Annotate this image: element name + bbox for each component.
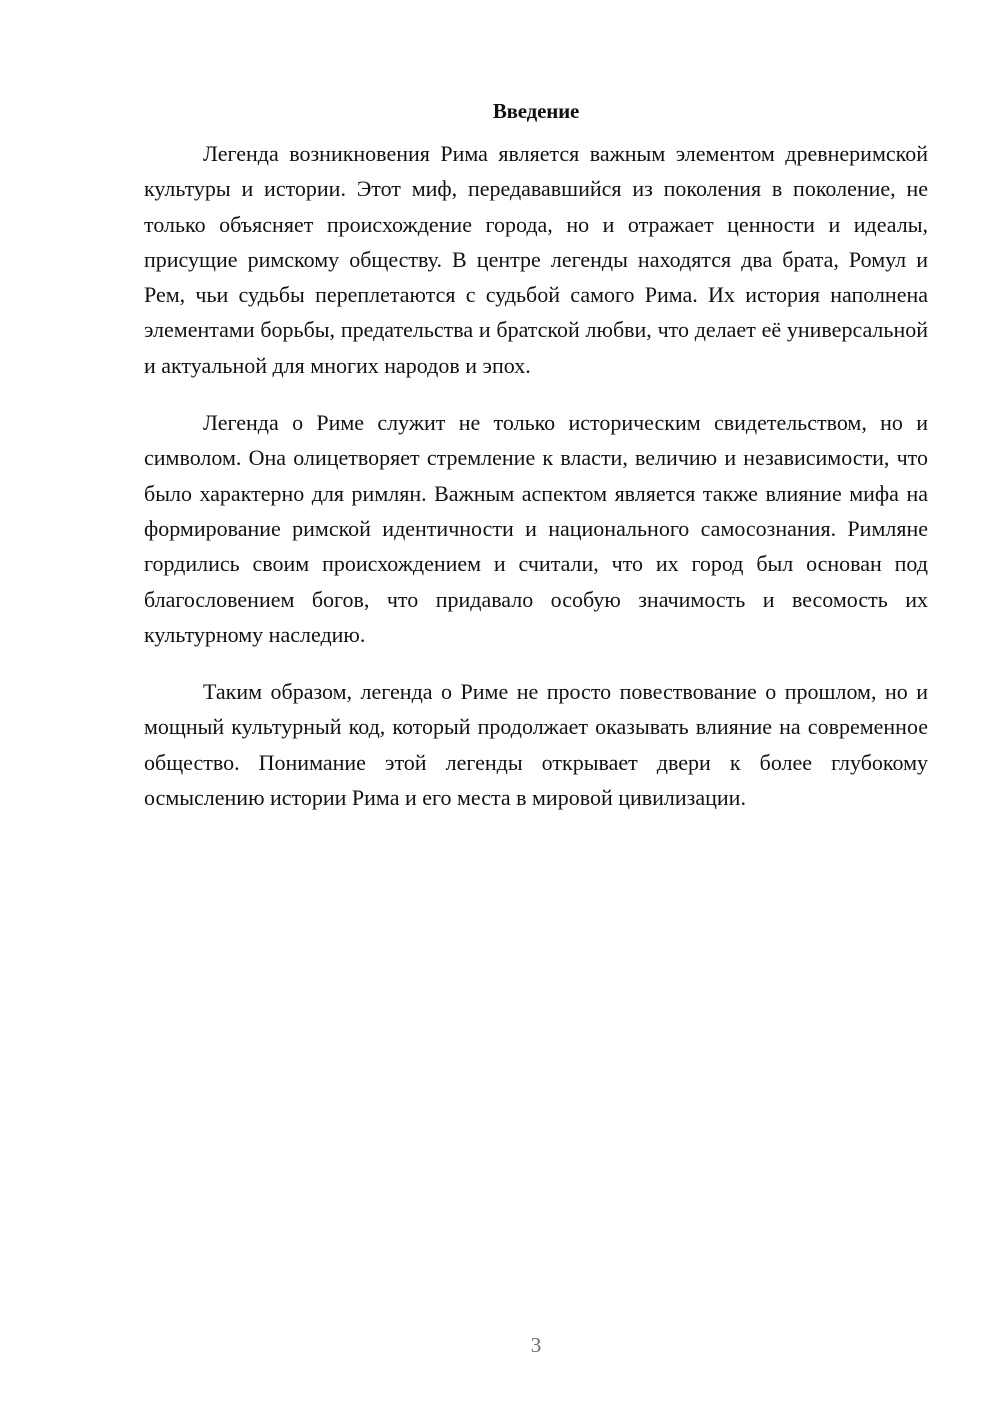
page-content (144, 96, 928, 837)
section-title: Введение (492, 99, 580, 123)
paragraph-2: Легенда о Риме служит не только историческим свидетельством, но и символом. Она олицетворяет стремление к власти, величию и независимости, что было характерно для римлян. Важным аспектом является также влияние мифа на формирование римской идентичности и национального самосознания. Римляне гордились своим происхождением и считали, что их город был основан под благословением богов, что придавало особую значимость и весомость их культурному наследию. (144, 410, 928, 647)
paragraph-3: Таким образом, легенда о Риме не просто повествование о прошлом, но и мощный культурный код, который продолжает оказывать влияние на современное общество. Понимание этой легенды открывает двери к более глубокому осмыслению истории Рима и его места в мировой цивилизации. (144, 679, 928, 811)
page-number: 3 (530, 1333, 542, 1357)
paragraph-1: Легенда возникновения Рима является важным элементом древнеримской культуры и истории. Этот миф, передававшийся из поколения в поколение, не только объясняет происхождение города, но и отражает ценности и идеалы, присущие римскому обществу. В центре легенды находятся два брата, Ромул и Рем, чьи судьбы переплетаются с судьбой самого Рима. Их история наполнена элементами борьбы, предательства и братской любви, что делает её универсальной и актуальной для многих народов и эпох. (144, 141, 928, 378)
